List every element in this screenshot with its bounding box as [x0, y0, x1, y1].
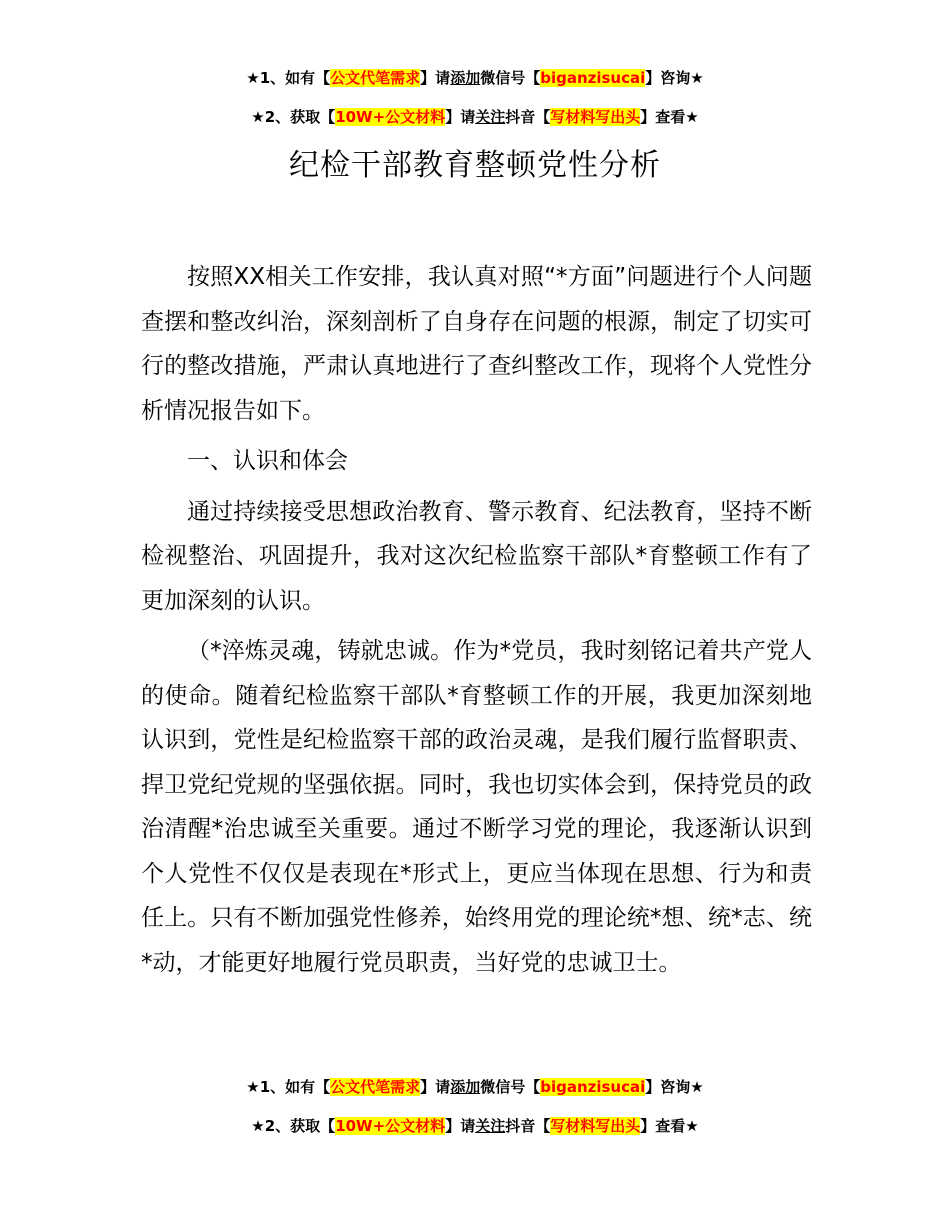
promo-text: ★2、获取【 [251, 1117, 336, 1135]
promo-line-bottom-1 [0, 1077, 950, 1097]
promo-line-top-1 [0, 68, 950, 88]
promo-underline: 关注 [475, 1117, 506, 1135]
promo-text: 】请 [420, 69, 451, 87]
promo-highlight: 10W+公文材料 [335, 1117, 446, 1135]
paragraph: 通过持续接受思想政治教育、警示教育、纪法教育，坚持不断检视整治、巩固提升，我对这次纪检监察干部队*育整顿工作有了更加深刻的认识。 [141, 498, 812, 614]
promo-text: 】请 [420, 1078, 451, 1096]
promo-text: 抖音【 [505, 108, 551, 126]
promo-text: 】请 [445, 108, 476, 126]
document-title: 纪检干部教育整顿党性分析 [289, 148, 661, 183]
promo-highlight: 公文代笔需求 [330, 1078, 421, 1096]
promo-text: ★1、如有【 [246, 1078, 331, 1096]
promo-text: 微信号【 [480, 1078, 541, 1096]
promo-text: 】请 [445, 1117, 476, 1135]
paragraph-intro: 按照XX相关工作安排，我认真对照“*方面”问题进行个人问题查摆和整改纠治，深刻剖析了自身存在问题的根源，制定了切实可行的整改措施，严肃认真地进行了查纠整改工作，现将个人党性分析情况报告如下。 [141, 264, 812, 424]
promo-highlight: 写材料写出头 [550, 1117, 641, 1135]
promo-underline: 添加 [450, 1078, 481, 1096]
paragraph: （*淬炼灵魂，铸就忠诚。作为*党员，我时刻铭记着共产党人的使命。随着纪检监察干部队*育整顿工作的开展，我更加深刻地认识到，党性是纪检监察干部的政治灵魂，是我们履行监督职责、捍卫党纪党规的坚强依据。同时，我也切实体会到，保持党员的政治清醒*治忠诚至关重要。通过不断学习党的理论，我逐渐认识到个人党性不仅仅是表现在*形式上，更应当体现在思想、行为和责任上。只有不断加强党性修养，始终用党的理论统*想、统*志、统*动，才能更好地履行党员职责，当好党的忠诚卫士。 [141, 638, 812, 976]
section-heading: 一、认识和体会 [187, 448, 348, 474]
document-body [141, 255, 812, 991]
promo-underline: 添加 [450, 69, 481, 87]
promo-text: ★2、获取【 [251, 108, 336, 126]
promo-text: 】咨询★ [645, 69, 704, 87]
promo-text: 】查看★ [640, 1117, 699, 1135]
promo-underline: 关注 [475, 108, 506, 126]
promo-text: 抖音【 [505, 1117, 551, 1135]
promo-highlight: biganzisucai [540, 1078, 646, 1096]
promo-highlight: 公文代笔需求 [330, 69, 421, 87]
promo-line-top-2 [0, 107, 950, 127]
promo-highlight: biganzisucai [540, 69, 646, 87]
promo-text: 】咨询★ [645, 1078, 704, 1096]
promo-highlight: 写材料写出头 [550, 108, 641, 126]
promo-highlight: 10W+公文材料 [335, 108, 446, 126]
promo-text: 】查看★ [640, 108, 699, 126]
promo-text: 微信号【 [480, 69, 541, 87]
promo-line-bottom-2 [0, 1116, 950, 1136]
promo-text: ★1、如有【 [246, 69, 331, 87]
